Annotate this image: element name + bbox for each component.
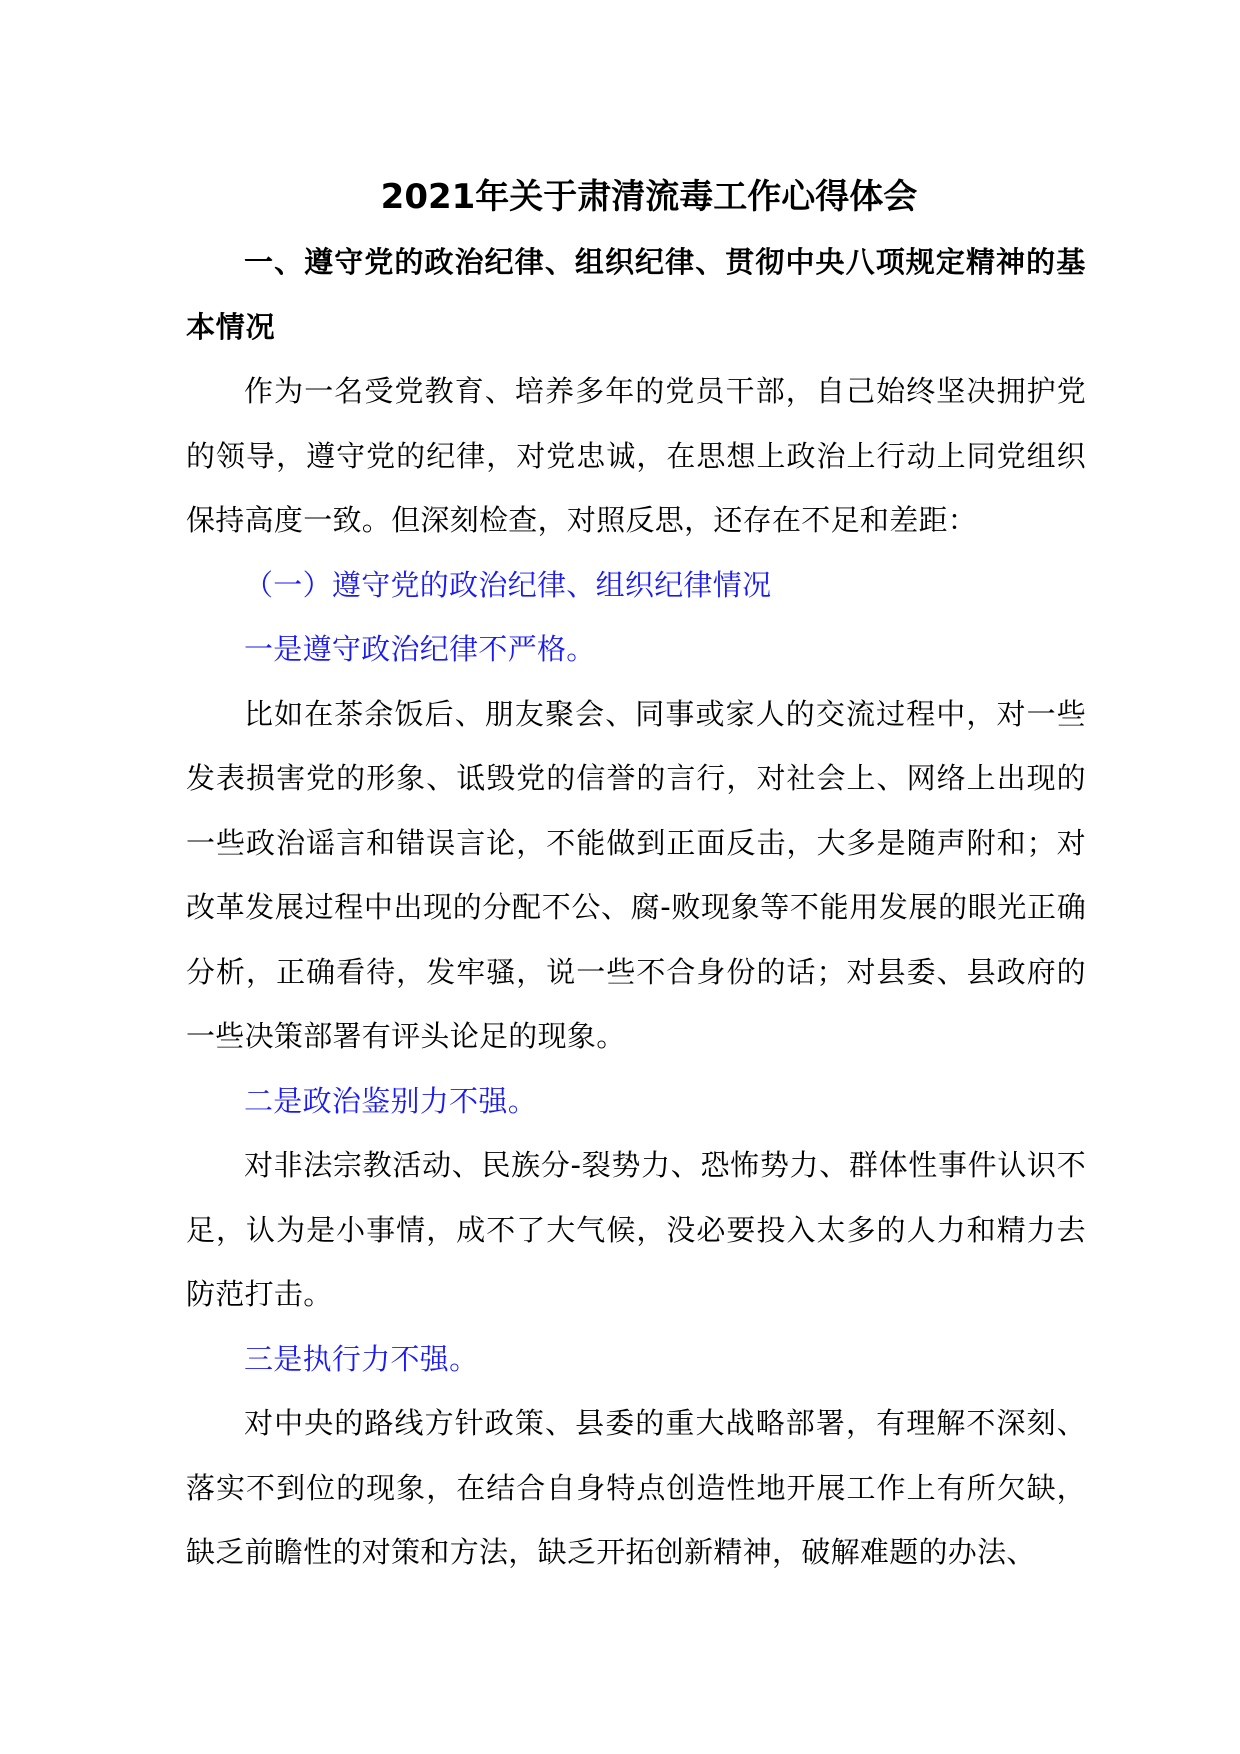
point-heading-2: 二是政治鉴别力不强。 bbox=[244, 1083, 538, 1118]
section-heading: 一、遵守党的政治纪律、组织纪律、贯彻中央八项规定精神的基本情况 bbox=[186, 245, 1086, 344]
subsection-heading: （一）遵守党的政治纪律、组织纪律情况 bbox=[244, 567, 772, 602]
point-body-1: 比如在茶余饭后、朋友聚会、同事或家人的交流过程中，对一些发表损害党的形象、诋毁党的信誉的言行，对社会上、网络上出现的一些政治谣言和错误言论，不能做到正面反击，大多是随声附和；对改革发展过程中出现的分配不公、腐-败现象等不能用发展的眼光正确分析，正确看待，发牢骚，说一些不合身份的话；对县委、县政府的一些决策部署有评头论足的现象。 bbox=[186, 696, 1086, 1053]
document-title: 2021年关于肃清流毒工作心得体会 bbox=[380, 177, 918, 217]
point-body-3: 对中央的路线方针政策、县委的重大战略部署，有理解不深刻、落实不到位的现象，在结合自身特点创造性地开展工作上有所欠缺，缺乏前瞻性的对策和方法，缺乏开拓创新精神，破解难题的办法、 bbox=[186, 1406, 1086, 1569]
point-heading-3: 三是执行力不强。 bbox=[244, 1341, 479, 1376]
intro-paragraph: 作为一名受党教育、培养多年的党员干部，自己始终坚决拥护党的领导，遵守党的纪律，对党忠诚，在思想上政治上行动上同党组织保持高度一致。但深刻检查，对照反思，还存在不足和差距： bbox=[186, 374, 1086, 537]
point-body-2: 对非法宗教活动、民族分-裂势力、恐怖势力、群体性事件认识不足，认为是小事情，成不了大气候，没必要投入太多的人力和精力去防范打击。 bbox=[186, 1148, 1086, 1311]
document-page bbox=[186, 166, 1086, 1585]
point-heading-1: 一是遵守政治纪律不严格。 bbox=[244, 632, 596, 666]
